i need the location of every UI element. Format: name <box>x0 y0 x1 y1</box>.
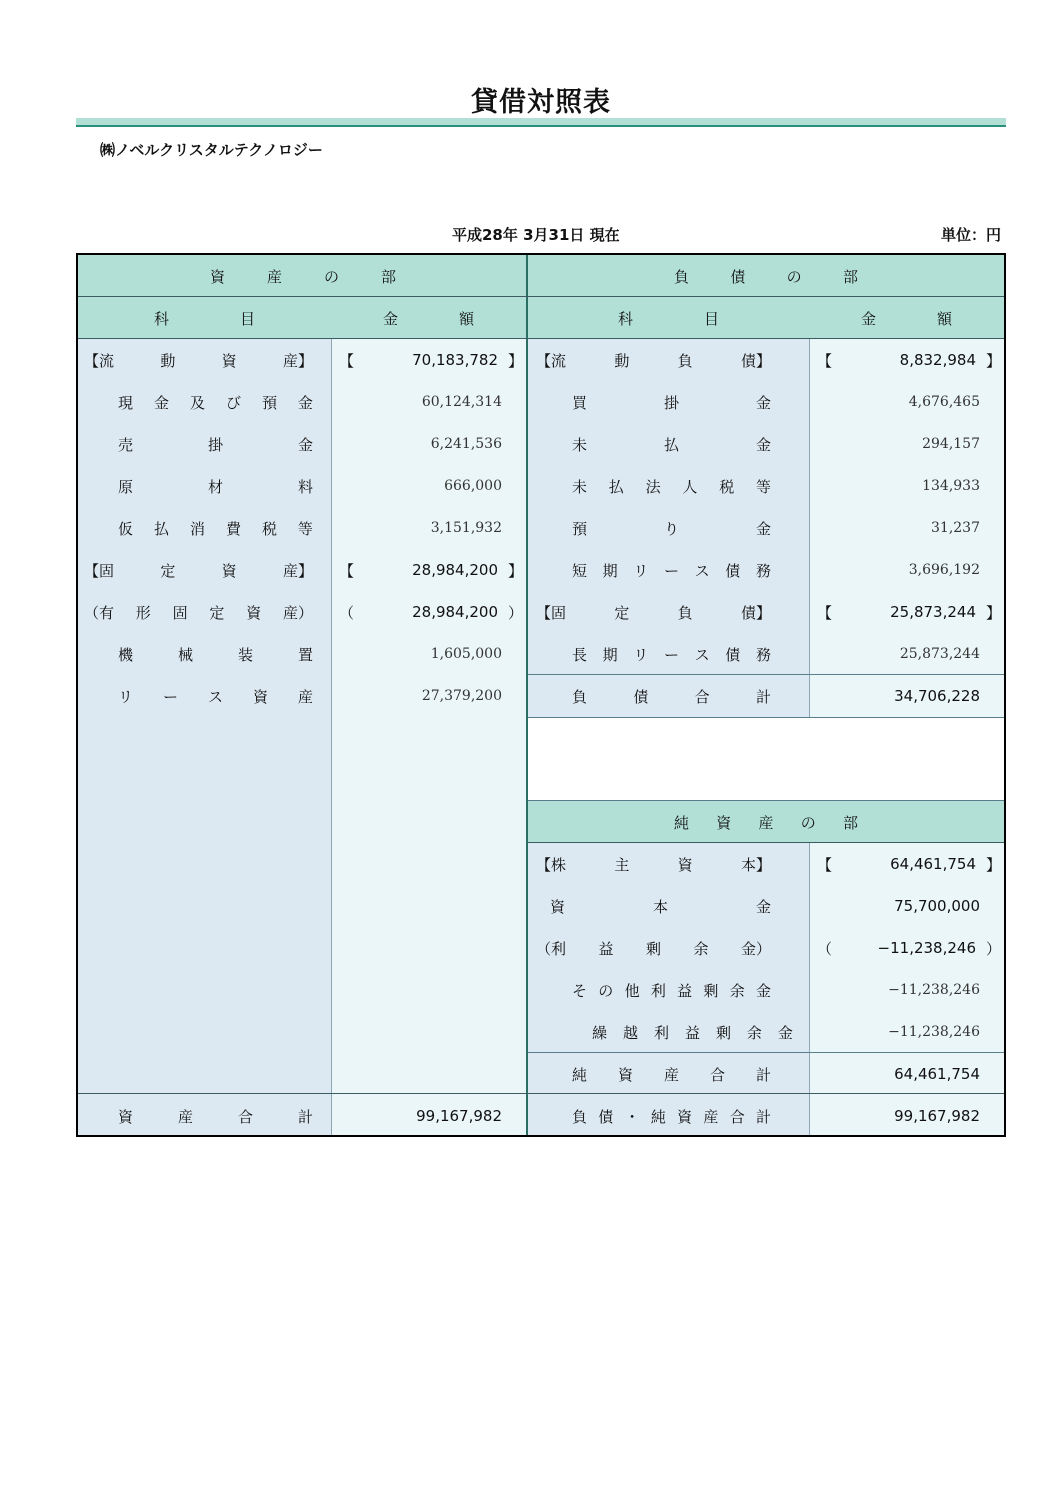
liability-row-amount <box>809 339 1004 381</box>
liability-row-label-char: 務 <box>755 645 771 664</box>
liability-row-amount-open-bracket: 【 <box>817 603 833 622</box>
grand-total-label-char: 純 <box>650 1107 666 1126</box>
net-asset-row-label-char: 金 <box>755 981 771 1000</box>
balance-sheet-table <box>76 253 1006 1137</box>
net-asset-row-label-char: 剰 <box>703 981 719 1000</box>
net-assets-section-header-char: 資 <box>716 813 732 832</box>
liabilities-amount-header-char: 額 <box>936 309 952 328</box>
asset-row-label <box>78 339 331 381</box>
assets-section-header-char: の <box>323 267 339 286</box>
liability-row-amount <box>809 507 1004 549</box>
net-asset-row-amount <box>809 969 1004 1011</box>
liability-row-label-char: 未 <box>572 477 588 496</box>
grand-total-label-char: 合 <box>729 1107 745 1126</box>
asset-row-amount-value: 666,000 <box>444 478 502 494</box>
liabilities-item-header <box>528 297 809 339</box>
assets-total-amount <box>331 1095 526 1137</box>
net-assets-total-label-char: 産 <box>663 1065 679 1084</box>
title-underline-dark <box>76 125 1006 127</box>
liabilities-amount-header-char: 金 <box>861 309 877 328</box>
as-of-date: 平成28年 3月31日 現在 <box>452 226 620 244</box>
liability-row-label-char: 務 <box>755 561 771 580</box>
liability-row-label-char: 短 <box>572 561 588 580</box>
net-asset-row-amount-close-bracket: 】 <box>986 855 1002 874</box>
asset-row-amount-close-bracket: 】 <box>508 561 524 580</box>
asset-row-amount-value: 28,984,200 <box>412 561 498 579</box>
net-asset-row-label-char: 越 <box>622 1023 638 1042</box>
asset-row-label-char: 金 <box>297 393 313 412</box>
liability-row-label-char: 動 <box>614 351 630 370</box>
net-asset-row-amount-close-bracket: ） <box>986 939 1002 958</box>
liability-row-label-char: 払 <box>663 435 679 454</box>
asset-row-label-char: 資 <box>221 351 237 370</box>
asset-row-amount-open-bracket: 【 <box>339 561 355 580</box>
net-asset-row-amount-open-bracket: 【 <box>817 855 833 874</box>
asset-row-amount-close-bracket: ） <box>508 603 524 622</box>
liability-row-amount <box>809 591 1004 633</box>
assets-item-header-char: 目 <box>239 309 255 328</box>
section-gap <box>528 717 1004 801</box>
asset-row-amount-value: 28,984,200 <box>412 603 498 621</box>
net-asset-row-amount-value: −11,238,246 <box>888 1024 980 1040</box>
grand-total-label-char: 負 <box>572 1107 588 1126</box>
assets-section-header-char: 部 <box>380 267 396 286</box>
liability-row-label-char: リ <box>633 561 649 580</box>
liability-row-amount-value: 3,696,192 <box>908 562 980 578</box>
assets-total-label <box>78 1095 331 1137</box>
asset-row-amount-open-bracket: （ <box>339 603 355 622</box>
net-asset-row-label-char: 剰 <box>645 939 661 958</box>
liability-row-label-char: 負 <box>677 603 693 622</box>
assets-total-label-char: 計 <box>297 1107 313 1126</box>
liability-row-label-char: 金 <box>755 519 771 538</box>
liability-row-label-char: 期 <box>602 645 618 664</box>
liability-row-label-char: ー <box>663 561 679 580</box>
liabilities-total-label-char: 債 <box>633 687 649 706</box>
liability-row-label-char: り <box>663 519 679 538</box>
net-asset-row-label-char: の <box>598 981 614 1000</box>
liabilities-total-amount <box>809 675 1004 717</box>
assets-section-header-char: 産 <box>266 267 282 286</box>
grand-total-label-char: 資 <box>677 1107 693 1126</box>
liability-row-amount <box>809 549 1004 591</box>
net-assets-section-header-char: 純 <box>674 813 690 832</box>
liability-row-label-char: 払 <box>608 477 624 496</box>
net-asset-row-label <box>528 843 809 885</box>
asset-row-amount <box>331 423 526 465</box>
net-asset-row-amount-value: 75,700,000 <box>894 897 980 915</box>
asset-row-label-char: ス <box>207 687 223 706</box>
liability-row-amount-value: 25,873,244 <box>890 603 976 621</box>
net-asset-row-label <box>528 969 809 1011</box>
net-asset-row-label-char: 本】 <box>740 855 771 874</box>
liabilities-section-header <box>528 255 1004 297</box>
asset-row-amount <box>331 507 526 549</box>
net-asset-row-label-char: 金 <box>777 1023 793 1042</box>
asset-row-label-char: 資 <box>252 687 268 706</box>
net-asset-row-label-char: （利 <box>536 939 567 958</box>
liability-row-amount-value: 134,933 <box>922 478 980 494</box>
asset-row-amount-value: 3,151,932 <box>430 520 502 536</box>
net-assets-total-label-char: 合 <box>709 1065 725 1084</box>
asset-row-label-char: 置 <box>297 645 313 664</box>
asset-row-label-char: び <box>225 393 241 412</box>
liability-row-label-char: 期 <box>602 561 618 580</box>
liability-row-label-char: リ <box>633 645 649 664</box>
liability-row-label-char: 金 <box>755 393 771 412</box>
liability-row-amount <box>809 423 1004 465</box>
asset-row-label <box>78 381 331 423</box>
liabilities-total-label <box>528 675 809 717</box>
net-asset-row-amount <box>809 885 1004 927</box>
asset-row-label-char: 費 <box>225 519 241 538</box>
net-asset-row-label-char: 剰 <box>715 1023 731 1042</box>
asset-row-label-char: 装 <box>237 645 253 664</box>
assets-section-header-char: 資 <box>210 267 226 286</box>
asset-row-label-char: 材 <box>207 477 223 496</box>
assets-section-header <box>78 255 526 297</box>
net-assets-total-amount-value: 64,461,754 <box>894 1065 980 1083</box>
liability-row-label <box>528 339 809 381</box>
net-asset-row-amount <box>809 927 1004 969</box>
asset-row-label-char: 金 <box>153 393 169 412</box>
asset-row-label-char: 資 <box>221 561 237 580</box>
asset-row-label-char: 資 <box>246 603 262 622</box>
asset-row-label-char: 及 <box>189 393 205 412</box>
liability-row-label-char: 金 <box>755 435 771 454</box>
asset-row-amount-value: 60,124,314 <box>421 394 502 410</box>
liability-row-amount <box>809 465 1004 507</box>
liabilities-section-header-char: 部 <box>842 267 858 286</box>
net-asset-row-label-char: 金 <box>755 897 771 916</box>
asset-row-label-char: 【流 <box>84 351 115 370</box>
net-asset-row-label-char: 利 <box>653 1023 669 1042</box>
net-asset-row-label <box>528 885 809 927</box>
asset-row-label-char: 定 <box>209 603 225 622</box>
asset-row-label <box>78 549 331 591</box>
net-asset-row-amount-open-bracket: （ <box>817 939 833 958</box>
grand-total-label <box>528 1095 809 1137</box>
assets-item-header-char: 科 <box>154 309 170 328</box>
net-assets-total-label-char: 資 <box>617 1065 633 1084</box>
net-asset-row-label-char: 主 <box>614 855 630 874</box>
grand-total-label-char: 債 <box>598 1107 614 1126</box>
net-asset-row-label-char: そ <box>572 981 588 1000</box>
asset-row-label-char: 原 <box>118 477 134 496</box>
grand-total-amount <box>809 1095 1004 1137</box>
liability-row-amount-value: 25,873,244 <box>899 646 980 662</box>
asset-row-label-char: 動 <box>160 351 176 370</box>
liability-row-label-char: ス <box>694 645 710 664</box>
liability-row-label-char: ス <box>694 561 710 580</box>
liability-row-label-char: 長 <box>572 645 588 664</box>
liability-row-label-char: 債 <box>725 645 741 664</box>
liability-row-label-char: 定 <box>614 603 630 622</box>
header-rule-0 <box>78 296 1004 297</box>
asset-row-label-char: 械 <box>177 645 193 664</box>
net-asset-row-label-char: 余 <box>746 1023 762 1042</box>
net-assets-section-header-char: 部 <box>842 813 858 832</box>
asset-row-label <box>78 507 331 549</box>
net-asset-row-label-char: 益 <box>677 981 693 1000</box>
liabilities-item-header-char: 目 <box>703 309 719 328</box>
liability-row-label <box>528 465 809 507</box>
liability-row-label-char: 人 <box>682 477 698 496</box>
liability-row-label-char: 買 <box>572 393 588 412</box>
liability-row-label-char: 債】 <box>740 351 771 370</box>
net-asset-row-amount <box>809 843 1004 885</box>
grand-total-label-char: 計 <box>755 1107 771 1126</box>
liability-row-label-char: 負 <box>677 351 693 370</box>
liabilities-section-header-char: の <box>786 267 802 286</box>
liabilities-amount-header <box>809 297 1004 339</box>
net-assets-section-header <box>528 801 1004 843</box>
net-asset-row-amount-value: −11,238,246 <box>888 982 980 998</box>
assets-amount-header-char: 額 <box>458 309 474 328</box>
asset-row-amount-close-bracket: 】 <box>508 351 524 370</box>
liability-row-label <box>528 549 809 591</box>
liability-row-amount-open-bracket: 【 <box>817 351 833 370</box>
net-assets-total-label <box>528 1053 809 1095</box>
net-asset-row-label-char: 余 <box>729 981 745 1000</box>
asset-row-label-char: 預 <box>261 393 277 412</box>
asset-row-amount <box>331 549 526 591</box>
asset-row-amount-value: 70,183,782 <box>412 351 498 369</box>
liability-row-label-char: 【固 <box>536 603 567 622</box>
asset-row-label-char: （有 <box>84 603 115 622</box>
liability-row-label-char: 掛 <box>663 393 679 412</box>
asset-row-label-char: 産） <box>282 603 313 622</box>
liability-row-amount-value: 8,832,984 <box>899 351 976 369</box>
net-asset-row-label-char: 余 <box>693 939 709 958</box>
liability-row-label <box>528 591 809 633</box>
net-asset-row-label-char: 資 <box>677 855 693 874</box>
net-asset-row-label-char: 資 <box>550 897 566 916</box>
asset-row-label-char: 売 <box>118 435 134 454</box>
assets-item-header <box>78 297 331 339</box>
liability-row-label-char: 預 <box>572 519 588 538</box>
liability-row-amount <box>809 633 1004 675</box>
asset-row-label-char: 現 <box>118 393 134 412</box>
assets-amount-header <box>331 297 526 339</box>
asset-row-label-char: 仮 <box>118 519 134 538</box>
asset-row-label-char: 固 <box>172 603 188 622</box>
assets-total-label-char: 資 <box>118 1107 134 1126</box>
liability-row-label-char: 債 <box>725 561 741 580</box>
grand-total-label-char: 産 <box>703 1107 719 1126</box>
asset-row-amount-value: 6,241,536 <box>430 436 502 452</box>
asset-row-label-char: 形 <box>135 603 151 622</box>
asset-row-label-char: ー <box>162 687 178 706</box>
liability-row-label-char: 法 <box>645 477 661 496</box>
asset-row-label-char: 産】 <box>282 351 313 370</box>
asset-row-amount <box>331 591 526 633</box>
asset-row-amount <box>331 675 526 717</box>
asset-row-label <box>78 423 331 465</box>
asset-row-label-char: 掛 <box>207 435 223 454</box>
liability-row-amount <box>809 381 1004 423</box>
title-underline <box>76 118 1006 125</box>
asset-row-label-char: 金 <box>297 435 313 454</box>
asset-row-amount <box>331 633 526 675</box>
liability-row-label-char: 税 <box>719 477 735 496</box>
net-asset-row-label-char: 繰 <box>592 1023 608 1042</box>
liability-row-amount-value: 4,676,465 <box>908 394 980 410</box>
net-asset-row-label <box>528 1011 809 1053</box>
asset-row-amount-value: 27,379,200 <box>421 688 502 704</box>
asset-row-label <box>78 633 331 675</box>
liabilities-total-label-char: 負 <box>572 687 588 706</box>
liability-row-label-char: 等 <box>755 477 771 496</box>
asset-row-amount <box>331 339 526 381</box>
liability-row-label <box>528 423 809 465</box>
asset-row-label-char: 料 <box>297 477 313 496</box>
asset-row-amount-value: 1,605,000 <box>430 646 502 662</box>
liability-row-label-char: 未 <box>572 435 588 454</box>
liability-row-amount-close-bracket: 】 <box>986 351 1002 370</box>
net-asset-row-label-char: 本 <box>652 897 668 916</box>
asset-row-label <box>78 675 331 717</box>
asset-row-label <box>78 591 331 633</box>
page-title: 貸借対照表 <box>471 87 611 118</box>
grand-total-label-char: ・ <box>624 1107 640 1126</box>
liability-row-label <box>528 507 809 549</box>
liabilities-section-header-char: 債 <box>730 267 746 286</box>
net-asset-row-amount-value: −11,238,246 <box>877 939 976 957</box>
liability-row-amount-value: 31,237 <box>931 520 980 536</box>
liabilities-item-header-char: 科 <box>618 309 634 328</box>
net-asset-row-label <box>528 927 809 969</box>
liabilities-total-label-char: 計 <box>755 687 771 706</box>
company-name: ㈱ノベルクリスタルテクノロジー <box>100 141 323 159</box>
asset-row-label-char: 税 <box>261 519 277 538</box>
assets-total-label-char: 産 <box>177 1107 193 1126</box>
assets-amount-header-char: 金 <box>383 309 399 328</box>
net-asset-row-amount <box>809 1011 1004 1053</box>
unit-label: 単位：円 <box>940 226 1001 244</box>
liability-row-label <box>528 381 809 423</box>
grand-total-rule <box>78 1093 1004 1094</box>
net-asset-row-label-char: 【株 <box>536 855 567 874</box>
asset-row-label-char: 機 <box>118 645 134 664</box>
net-assets-total-amount <box>809 1053 1004 1095</box>
asset-row-label-char: 産 <box>297 687 313 706</box>
liability-row-amount-value: 294,157 <box>922 436 980 452</box>
asset-row-label-char: 産】 <box>282 561 313 580</box>
net-assets-section-header-char: 産 <box>758 813 774 832</box>
assets-total-amount-value: 99,167,982 <box>416 1107 502 1125</box>
asset-row-amount <box>331 381 526 423</box>
grand-total-amount-value: 99,167,982 <box>894 1107 980 1125</box>
net-assets-total-label-char: 純 <box>572 1065 588 1084</box>
liability-row-label-char: 【流 <box>536 351 567 370</box>
asset-row-label-char: 等 <box>297 519 313 538</box>
liabilities-total-amount-value: 34,706,228 <box>894 687 980 705</box>
asset-row-label-char: リ <box>118 687 134 706</box>
net-assets-total-label-char: 計 <box>755 1065 771 1084</box>
liabilities-section-header-char: 負 <box>674 267 690 286</box>
net-asset-row-amount-value: 64,461,754 <box>890 855 976 873</box>
asset-row-amount-open-bracket: 【 <box>339 351 355 370</box>
liabilities-total-label-char: 合 <box>694 687 710 706</box>
net-asset-row-label-char: 益 <box>684 1023 700 1042</box>
liability-row-amount-close-bracket: 】 <box>986 603 1002 622</box>
asset-row-amount <box>331 465 526 507</box>
assets-total-label-char: 合 <box>237 1107 253 1126</box>
asset-row-label-char: 【固 <box>84 561 115 580</box>
liability-row-label <box>528 633 809 675</box>
asset-row-label-char: 払 <box>153 519 169 538</box>
net-assets-section-header-char: の <box>800 813 816 832</box>
net-asset-row-label-char: 他 <box>624 981 640 1000</box>
liability-row-label-char: 債】 <box>740 603 771 622</box>
net-asset-row-label-char: 金） <box>740 939 771 958</box>
net-asset-row-label-char: 利 <box>650 981 666 1000</box>
net-asset-row-label-char: 益 <box>598 939 614 958</box>
liability-row-label-char: ー <box>663 645 679 664</box>
asset-row-label-char: 定 <box>160 561 176 580</box>
asset-row-label <box>78 465 331 507</box>
asset-row-label-char: 消 <box>189 519 205 538</box>
